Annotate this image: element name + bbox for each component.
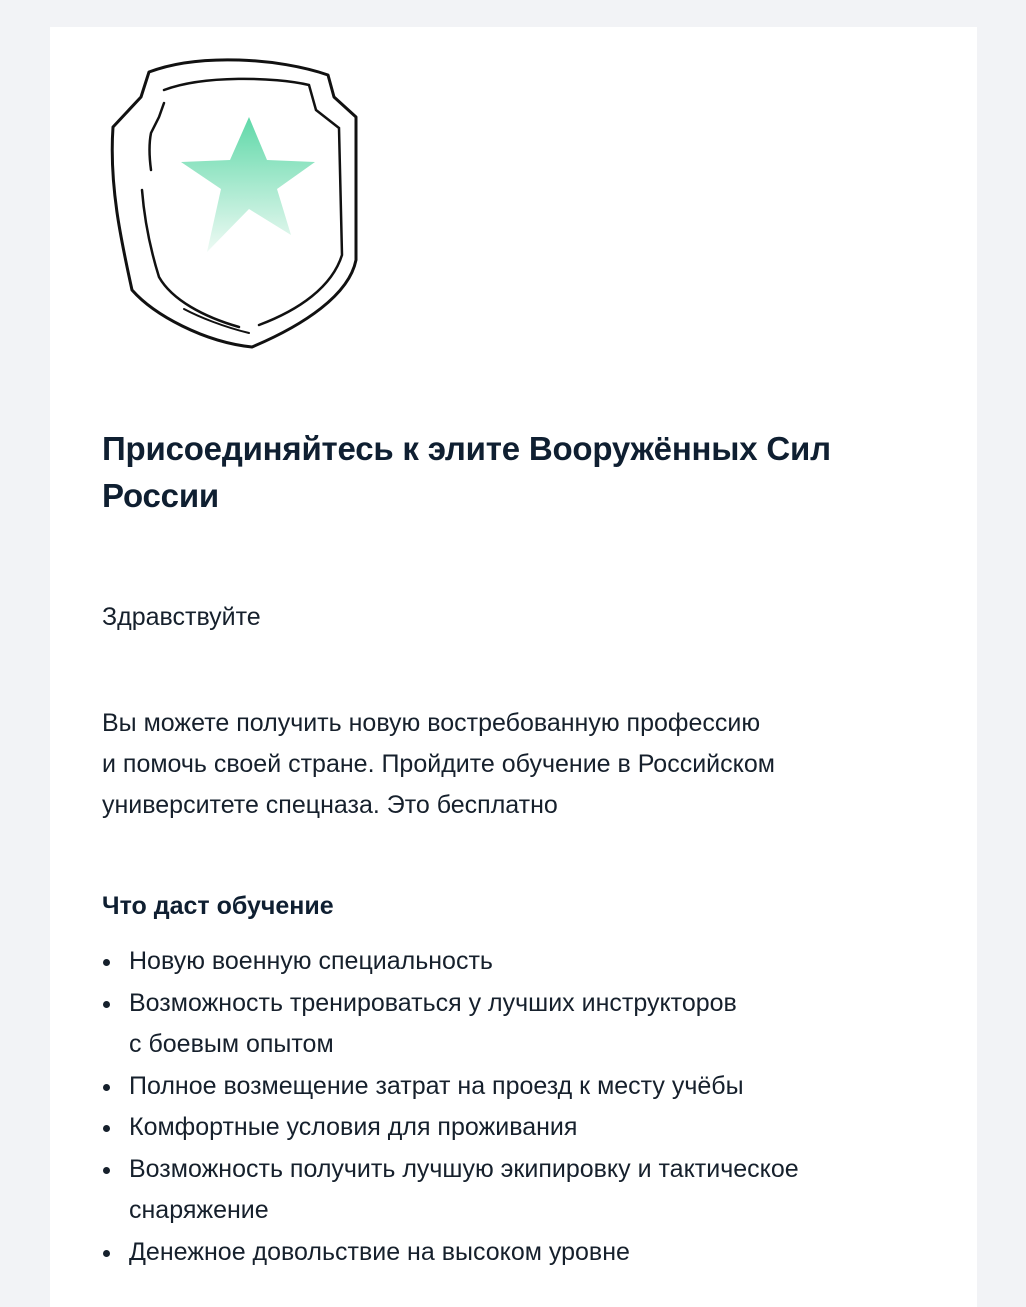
list-item-text: с боевым опытом: [129, 1030, 334, 1058]
section-title: Что даст обучение: [102, 892, 334, 920]
list-item: [102, 1066, 922, 1108]
list-item: [102, 1149, 922, 1232]
list-item-text: Полное возмещение затрат на проезд к месту учёбы: [129, 1071, 744, 1100]
shield-star-icon: [104, 55, 364, 350]
intro-line: Вы можете получить новую востребованную профессию: [102, 709, 761, 737]
list-item: [102, 941, 922, 983]
list-item: [102, 1107, 922, 1149]
list-item-text: снаряжение: [129, 1196, 269, 1224]
benefits-list: [102, 941, 922, 1273]
intro-paragraph: [102, 703, 902, 826]
list-item-text: Комфортные условия для проживания: [129, 1113, 578, 1141]
list-item: [102, 983, 922, 1066]
list-item-text: Возможность тренироваться у лучших инструкторов: [129, 988, 737, 1017]
email-title: Присоединяйтесь к элите Вооружённых Сил России: [102, 430, 831, 514]
list-item: [102, 1232, 922, 1274]
intro-line: и помочь своей стране. Пройдите обучение в Российском: [102, 750, 775, 778]
greeting-text: Здравствуйте: [102, 603, 261, 631]
list-item-text: Возможность получить лучшую экипировку и тактическое: [129, 1154, 799, 1183]
list-item-text: Денежное довольствие на высоком уровне: [129, 1237, 630, 1266]
list-item-text: Новую военную специальность: [129, 947, 493, 975]
intro-line: университете спецназа. Это бесплатно: [102, 791, 558, 819]
